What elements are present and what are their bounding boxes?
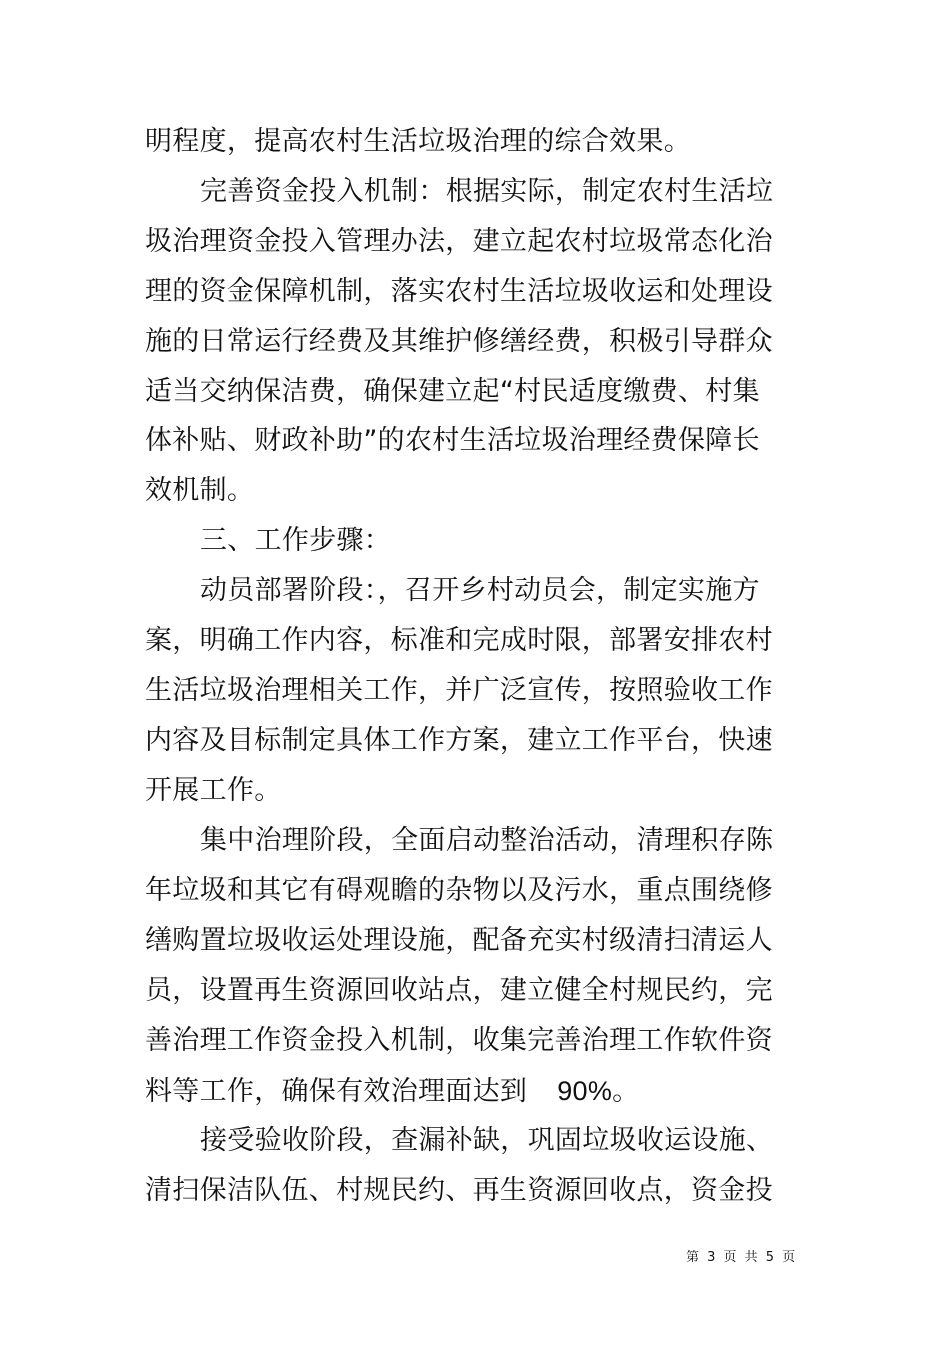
text-line: 接受验收阶段，查漏补缺，巩固垃圾收运设施、 <box>200 1125 774 1156</box>
text-line: 体补贴、财政补助”的农村生活垃圾治理经费保障长 <box>145 425 760 456</box>
text-line: 动员部署阶段：，召开乡村动员会，制定实施方 <box>200 575 760 606</box>
text-line: 圾治理资金投入管理办法，建立起农村垃圾常态化治 <box>145 226 773 257</box>
text-line: 清扫保洁队伍、村规民约、再生资源回收点，资金投 <box>145 1175 773 1206</box>
text-line: 理的资金保障机制，落实农村生活垃圾收运和处理设 <box>145 276 773 307</box>
text-line: 明程度，提高农村生活垃圾治理的综合效果。 <box>145 126 691 157</box>
text-line: 效机制。 <box>145 475 255 506</box>
text-line: 员，设置再生资源回收站点，建立健全村规民约，完 <box>145 975 773 1006</box>
text-line: 善治理工作资金投入机制，收集完善治理工作软件资 <box>145 1025 773 1056</box>
percent-value: 90%。 <box>557 1076 640 1106</box>
text-line: 案，明确工作内容，标准和完成时限，部署安排农村 <box>145 625 773 656</box>
text-line-with-percent <box>145 1075 639 1108</box>
text-line: 开展工作。 <box>145 775 282 806</box>
text-line: 缮购置垃圾收运处理设施，配备充实村级清扫清运人 <box>145 925 773 956</box>
text-line: 年垃圾和其它有碍观瞻的杂物以及污水，重点围绕修 <box>145 875 773 906</box>
page-number-footer: 第 3 页 共 5 页 <box>686 1250 798 1265</box>
text-line: 生活垃圾治理相关工作，并广泛宣传，按照验收工作 <box>145 675 773 706</box>
text-line: 内容及目标制定具体工作方案，建立工作平台，快速 <box>145 725 773 756</box>
text-segment: 料等工作，确保有效治理面达到 <box>145 1076 528 1107</box>
text-line: 适当交纳保洁费，确保建立起“村民适度缴费、村集 <box>145 376 760 407</box>
text-line: 施的日常运行经费及其维护修缮经费，积极引导群众 <box>145 326 773 357</box>
text-line: 完善资金投入机制：根据实际，制定农村生活垃 <box>200 176 774 207</box>
text-line: 集中治理阶段，全面启动整治活动，清理积存陈 <box>200 825 774 856</box>
section-heading: 三、工作步骤： <box>200 525 392 556</box>
